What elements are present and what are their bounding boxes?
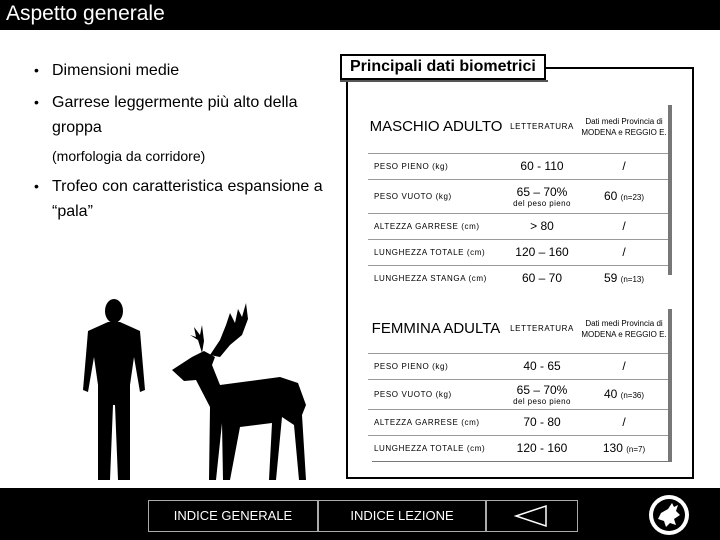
lett-value: 65 – 70% bbox=[516, 382, 568, 397]
male-header-label: MASCHIO ADULTO bbox=[369, 117, 503, 135]
table-row-prov: / bbox=[580, 153, 668, 179]
prov-value: 40 bbox=[603, 387, 618, 401]
page-title: Aspetto generale bbox=[6, 2, 165, 25]
deer-silhouette-icon bbox=[172, 303, 306, 480]
deer-logo-icon[interactable] bbox=[646, 493, 692, 537]
table-row-prov bbox=[580, 179, 668, 213]
table-row-label: ALTEZZA GARRESE (cm) bbox=[368, 409, 504, 435]
female-header-provincia: Dati medi Provincia di MODENA e REGGIO E. bbox=[581, 318, 667, 339]
back-button[interactable] bbox=[486, 500, 578, 532]
table-row-lett: 120 – 160 bbox=[504, 239, 580, 265]
prov-value: 60 bbox=[603, 189, 618, 203]
prov-count: (n=36) bbox=[620, 391, 645, 400]
bullet-dimensioni: • Dimensioni medie bbox=[34, 58, 179, 83]
table-row-lett: 60 - 110 bbox=[504, 153, 580, 179]
table-row-label: LUNGHEZZA TOTALE (cm) bbox=[368, 435, 504, 461]
table-row-label: PESO PIENO (kg) bbox=[368, 353, 504, 379]
prov-count: (n=7) bbox=[626, 445, 646, 455]
table-row-lett bbox=[504, 379, 580, 409]
bullet-garrese-note: (morfologia da corridore) bbox=[52, 148, 206, 164]
panel-title: Principali dati biometrici bbox=[340, 54, 546, 80]
lett-value: 65 – 70% bbox=[516, 184, 568, 199]
table-row-lett: 60 – 70 bbox=[504, 265, 580, 291]
female-header-label: FEMMINA ADULTA bbox=[371, 319, 501, 337]
bullet-garrese: • Garrese leggermente più alto della groppa bbox=[34, 90, 332, 140]
index-lesson-button[interactable]: INDICE LEZIONE bbox=[318, 500, 486, 532]
female-table bbox=[368, 305, 668, 461]
table-row-label: LUNGHEZZA TOTALE (cm) bbox=[368, 239, 504, 265]
title-bar bbox=[0, 0, 720, 30]
table-row-label: PESO VUOTO (kg) bbox=[368, 179, 504, 213]
table-row-label: PESO PIENO (kg) bbox=[368, 153, 504, 179]
table-row-prov: / bbox=[580, 409, 668, 435]
male-header-provincia: Dati medi Provincia di MODENA e REGGIO E. bbox=[581, 116, 667, 137]
back-triangle-icon bbox=[512, 504, 552, 528]
male-header-letteratura: LETTERATURA bbox=[510, 122, 574, 132]
table-row-lett: > 80 bbox=[504, 213, 580, 239]
lett-note: del peso pieno bbox=[513, 396, 571, 406]
table-row-prov bbox=[580, 379, 668, 409]
prov-value: 130 bbox=[602, 441, 623, 456]
table-row-prov bbox=[580, 435, 668, 461]
table-row-lett: 40 - 65 bbox=[504, 353, 580, 379]
prov-count: (n=13) bbox=[620, 275, 645, 285]
male-table bbox=[368, 101, 668, 291]
human-silhouette-icon bbox=[83, 299, 145, 480]
female-header-letteratura: LETTERATURA bbox=[510, 324, 574, 334]
prov-value: 59 bbox=[603, 271, 618, 286]
table-row-lett bbox=[504, 179, 580, 213]
table-row-label: LUNGHEZZA STANGA (cm) bbox=[368, 265, 504, 291]
index-general-button[interactable]: INDICE GENERALE bbox=[148, 500, 318, 532]
table-row-lett: 120 - 160 bbox=[504, 435, 580, 461]
table-row-prov: / bbox=[580, 353, 668, 379]
table-row-prov: / bbox=[580, 239, 668, 265]
table-row-lett: 70 - 80 bbox=[504, 409, 580, 435]
table-row-prov bbox=[580, 265, 668, 291]
bullet-trofeo: • Trofeo con caratteristica espansione a “pala” bbox=[34, 174, 332, 224]
scale-comparison-illustration bbox=[70, 295, 340, 485]
prov-count: (n=23) bbox=[620, 193, 645, 202]
lett-note: del peso pieno bbox=[513, 198, 571, 208]
table-row-label: ALTEZZA GARRESE (cm) bbox=[368, 213, 504, 239]
table-row-label: PESO VUOTO (kg) bbox=[368, 379, 504, 409]
table-row-prov: / bbox=[580, 213, 668, 239]
